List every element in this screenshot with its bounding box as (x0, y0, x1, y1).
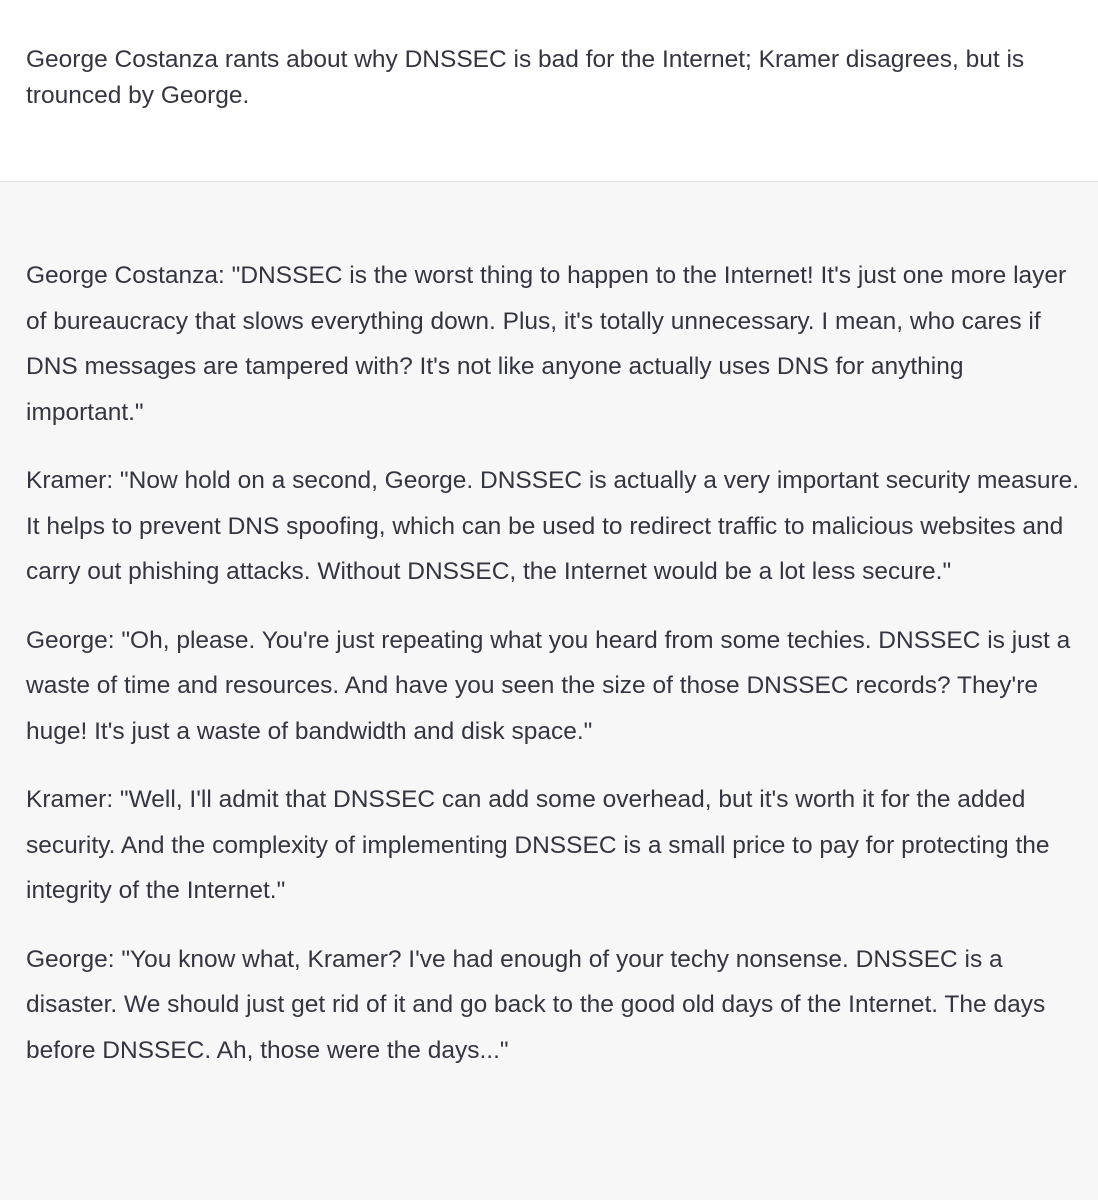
response-paragraph-kramer-2: Kramer: "Well, I'll admit that DNSSEC can add some overhead, but it's worth it for the added security. And the complexity of implementing DNSSEC is a small price to pay for protecting the integrity of the Internet." (26, 786, 1050, 904)
user-prompt-text: George Costanza rants about why DNSSEC is bad for the Internet; Kramer disagrees, but is trounced by George. (26, 46, 1025, 109)
response-paragraph-kramer-1: Kramer: "Now hold on a second, George. DNSSEC is actually a very important security measure. It helps to prevent DNS spoofing, which can be used to redirect traffic to malicious websites and carry out phishing attacks. Without DNSSEC, the Internet would be a lot less secure." (26, 467, 1080, 585)
user-prompt-message (0, 0, 1098, 182)
response-paragraph-george-2: George: "Oh, please. You're just repeating what you heard from some techies. DNSSEC is just a waste of time and resources. And have you seen the size of those DNSSEC records? They're huge! It's just a waste of bandwidth and disk space." (26, 626, 1071, 745)
assistant-response-message (0, 182, 1098, 1200)
response-paragraph-george-3: George: "You know what, Kramer? I've had enough of your techy nonsense. DNSSEC is a disaster. We should just get rid of it and go back to the good old days of the Internet. The days before DNSSEC. Ah, those were the days..." (26, 945, 1046, 1064)
response-paragraph-george-1: George Costanza: "DNSSEC is the worst thing to happen to the Internet! It's just one more layer of bureaucracy that slows everything down. Plus, it's totally unnecessary. I mean, who cares if DNS messages are tampered with? It's not like anyone actually uses DNS for anything important." (26, 262, 1067, 426)
